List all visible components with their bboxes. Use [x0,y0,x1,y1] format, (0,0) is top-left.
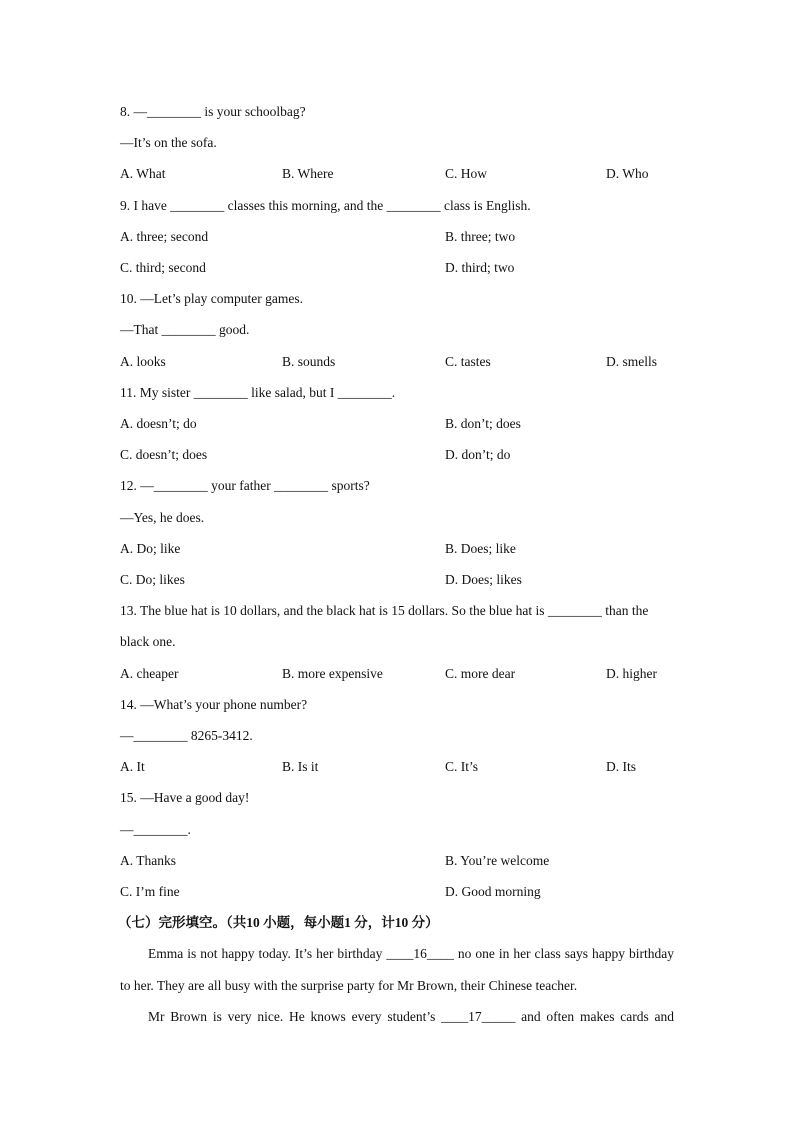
options-row [0,881,794,903]
answer-option: B. Where [282,166,334,182]
question-stem [0,475,794,497]
question-stem [0,694,794,716]
answer-option: C. doesn’t; does [120,447,208,463]
options-row [0,756,794,778]
options-row [0,444,794,466]
question-text: 14. —What’s your phone number? [120,696,308,712]
question-stem [0,631,794,653]
answer-option: A. cheaper [120,665,179,681]
answer-option: C. How [445,166,488,182]
options-row [0,569,794,591]
section-heading: （七）完形填空。（共10 小题，每小题1 分，计10 分） [118,915,439,931]
options-row [0,351,794,373]
answer-option: D. smells [606,353,658,369]
question-stem [0,101,794,123]
passage-text: Emma is not happy today. It’s her birthday ____16____ no one in her class says happy birthday [148,946,674,962]
answer-option: A. looks [120,353,166,369]
question-text: —________. [120,821,191,837]
options-row [0,226,794,248]
answer-option: D. Does; likes [445,572,522,587]
question-stem [0,507,794,529]
question-text: 12. —________ your father ________ sports? [120,478,370,494]
question-text: 10. —Let’s play computer games. [120,291,303,307]
answer-option: B. three; two [445,228,516,244]
answer-option: D. third; two [445,260,515,275]
question-stem [0,600,794,622]
answer-option: B. Does; like [445,540,516,556]
question-text: black one. [120,634,176,650]
answer-option: D. Good morning [445,884,541,899]
answer-option: B. You’re welcome [445,852,550,868]
question-text: —That ________ good. [120,322,250,338]
question-stem [0,787,794,809]
question-stem [0,819,794,841]
answer-option: D. higher [606,665,657,681]
answer-option: B. Is it [282,759,319,775]
question-stem [0,195,794,217]
options-row [0,663,794,685]
answer-option: A. Do; like [120,540,181,556]
answer-option: D. Its [606,759,636,775]
question-stem [0,382,794,404]
answer-option: A. It [120,759,145,775]
answer-option: A. Thanks [120,852,176,868]
passage-line [0,1006,794,1028]
question-text: 9. I have ________ classes this morning, and the ________ class is English. [120,197,531,213]
answer-option: A. What [120,166,166,182]
answer-option: D. Who [606,166,649,182]
passage-text: to her. They are all busy with the surprise party for Mr Brown, their Chinese teacher. [120,977,578,993]
answer-option: A. doesn’t; do [120,416,197,431]
passage-line [0,975,794,997]
question-stem [0,319,794,341]
question-text: —It’s on the sofa. [120,135,217,151]
options-row [0,538,794,560]
question-text: —________ 8265-3412. [120,728,253,743]
options-row [0,413,794,435]
answer-option: C. It’s [445,759,479,775]
answer-option: D. don’t; do [445,447,511,463]
passage-text: Mr Brown is very nice. He knows every student’s ____17_____ and often makes cards and [148,1008,674,1024]
section-heading-line [0,912,794,934]
question-text: 15. —Have a good day! [120,790,250,806]
answer-option: B. sounds [282,353,336,369]
question-text: 13. The blue hat is 10 dollars, and the black hat is 15 dollars. So the blue hat is ________ than the [120,603,649,619]
passage-line [0,943,794,965]
answer-option: C. more dear [445,665,516,681]
question-text: 8. —________ is your schoolbag? [120,104,306,119]
answer-option: C. Do; likes [120,572,185,587]
answer-option: A. three; second [120,228,209,244]
question-stem [0,725,794,747]
question-stem [0,288,794,310]
answer-option: C. third; second [120,260,206,275]
options-row [0,850,794,872]
question-text: —Yes, he does. [120,509,205,525]
question-stem [0,132,794,154]
answer-option: C. tastes [445,353,491,369]
question-text: 11. My sister ________ like salad, but I ________. [120,384,396,400]
answer-option: B. don’t; does [445,416,521,431]
answer-option: B. more expensive [282,665,383,681]
answer-option: C. I’m fine [120,884,180,899]
options-row [0,257,794,279]
options-row [0,163,794,185]
